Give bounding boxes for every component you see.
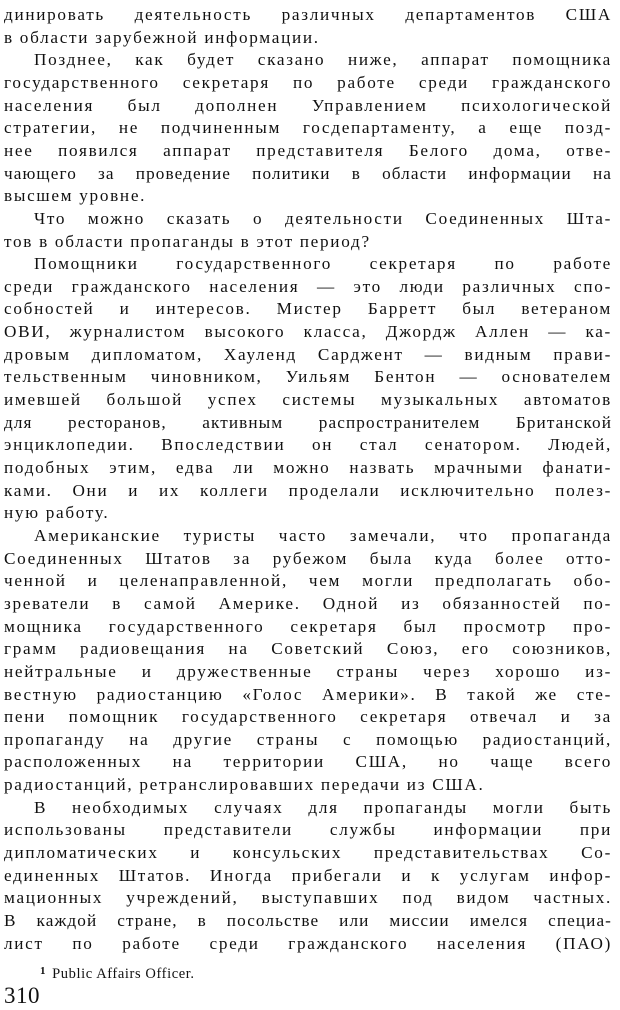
text-line: зреватели в самой Америке. Одной из обязанностей по-: [4, 593, 612, 613]
text-line: нейтральные и дружественные страны через хорошо из-: [4, 661, 612, 681]
text-line: лист по работе среди гражданского населения (ПАО): [4, 933, 612, 953]
text-line: Помощники государственного секретаря по работе: [34, 254, 612, 274]
text-line: мационных учреждений, выступавших под видом частных.: [4, 888, 612, 908]
text-line: В каждой стране, в посольстве или миссии имелся специа-: [4, 911, 612, 930]
page-number: 310: [4, 983, 40, 1008]
text-line: подобных этим, едва ли можно назвать мрачными фанати-: [4, 458, 612, 477]
text-line: радиостанций, ретранслировавших передачи из США.: [4, 775, 485, 795]
text-line: ную работу.: [4, 503, 110, 523]
text-line: пени помощник государственного секретаря отвечал и за: [4, 707, 612, 727]
text-line: собностей и интересов. Мистер Барретт был ветераном: [4, 299, 612, 319]
text-line: Американские туристы часто замечали, что пропаганда: [34, 525, 612, 545]
text-line: расположенных на территории США, но чаще всего: [4, 752, 612, 772]
text-line: Что можно сказать о деятельности Соединенных Шта-: [34, 208, 612, 228]
text-line: государственного секретаря по работе среди гражданского: [4, 72, 612, 92]
footnote: [40, 961, 195, 981]
text-line: дипломатических и консульских представительствах Со-: [4, 843, 612, 862]
text-line: энциклопедии. Впоследствии он стал сенатором. Людей,: [4, 435, 612, 455]
text-line: среди гражданского населения — это люди различных спо-: [4, 276, 612, 296]
text-line: нее появился аппарат представителя Белого дома, отве-: [4, 140, 612, 160]
text-line: грамм радиовещания на Советский Союз, его союзников,: [4, 639, 612, 659]
footnote-text: Public Affairs Officer.: [52, 966, 195, 982]
text-line: тов в области пропаганды в этот период?: [4, 231, 371, 251]
text-line: дровым дипломатом, Хауленд Сарджент — видным прави-: [4, 344, 612, 364]
text-line: динировать деятельность различных департаментов США: [4, 5, 612, 24]
text-line: тельственным чиновником, Уильям Бентон — основателем: [4, 367, 612, 387]
footnote-marker: 1: [40, 965, 47, 977]
text-line: Соединенных Штатов за рубежом была куда более отто-: [4, 548, 612, 568]
text-line: для ресторанов, активным распространителем Британской: [4, 412, 612, 432]
text-line: мощника государственного секретаря был просмотр про-: [4, 616, 612, 636]
text-line: высшем уровне.: [4, 186, 147, 206]
text-line: чающего за проведение политики в области информации на: [4, 163, 612, 183]
text-line: имевшей большой успех системы музыкальных автоматов: [4, 390, 612, 409]
text-line: В необходимых случаях для пропаганды могли быть: [34, 797, 612, 817]
text-line: ОВИ, журналистом высокого класса, Джордж Аллен — ка-: [4, 322, 612, 342]
text-line: Позднее, как будет сказано ниже, аппарат помощника: [34, 50, 612, 70]
text-line: населения был дополнен Управлением психологической: [4, 95, 612, 115]
text-line: ками. Они и их коллеги проделали исключительно полез-: [4, 480, 612, 500]
text-line: в области зарубежной информации.: [4, 27, 320, 47]
text-line: вестную радиостанцию «Голос Америки». В такой же сте-: [4, 684, 612, 704]
text-line: ченной и целенаправленной, чем могли предполагать обо-: [4, 571, 612, 591]
text-line: стратегии, не подчиненным госдепартаменту, а еще позд-: [4, 118, 612, 138]
text-line: единенных Штатов. Иногда прибегали и к услугам инфор-: [4, 865, 612, 885]
text-line: использованы представители службы информации при: [4, 820, 612, 840]
text-line: пропаганду на другие страны с помощью радиостанций,: [4, 729, 612, 749]
